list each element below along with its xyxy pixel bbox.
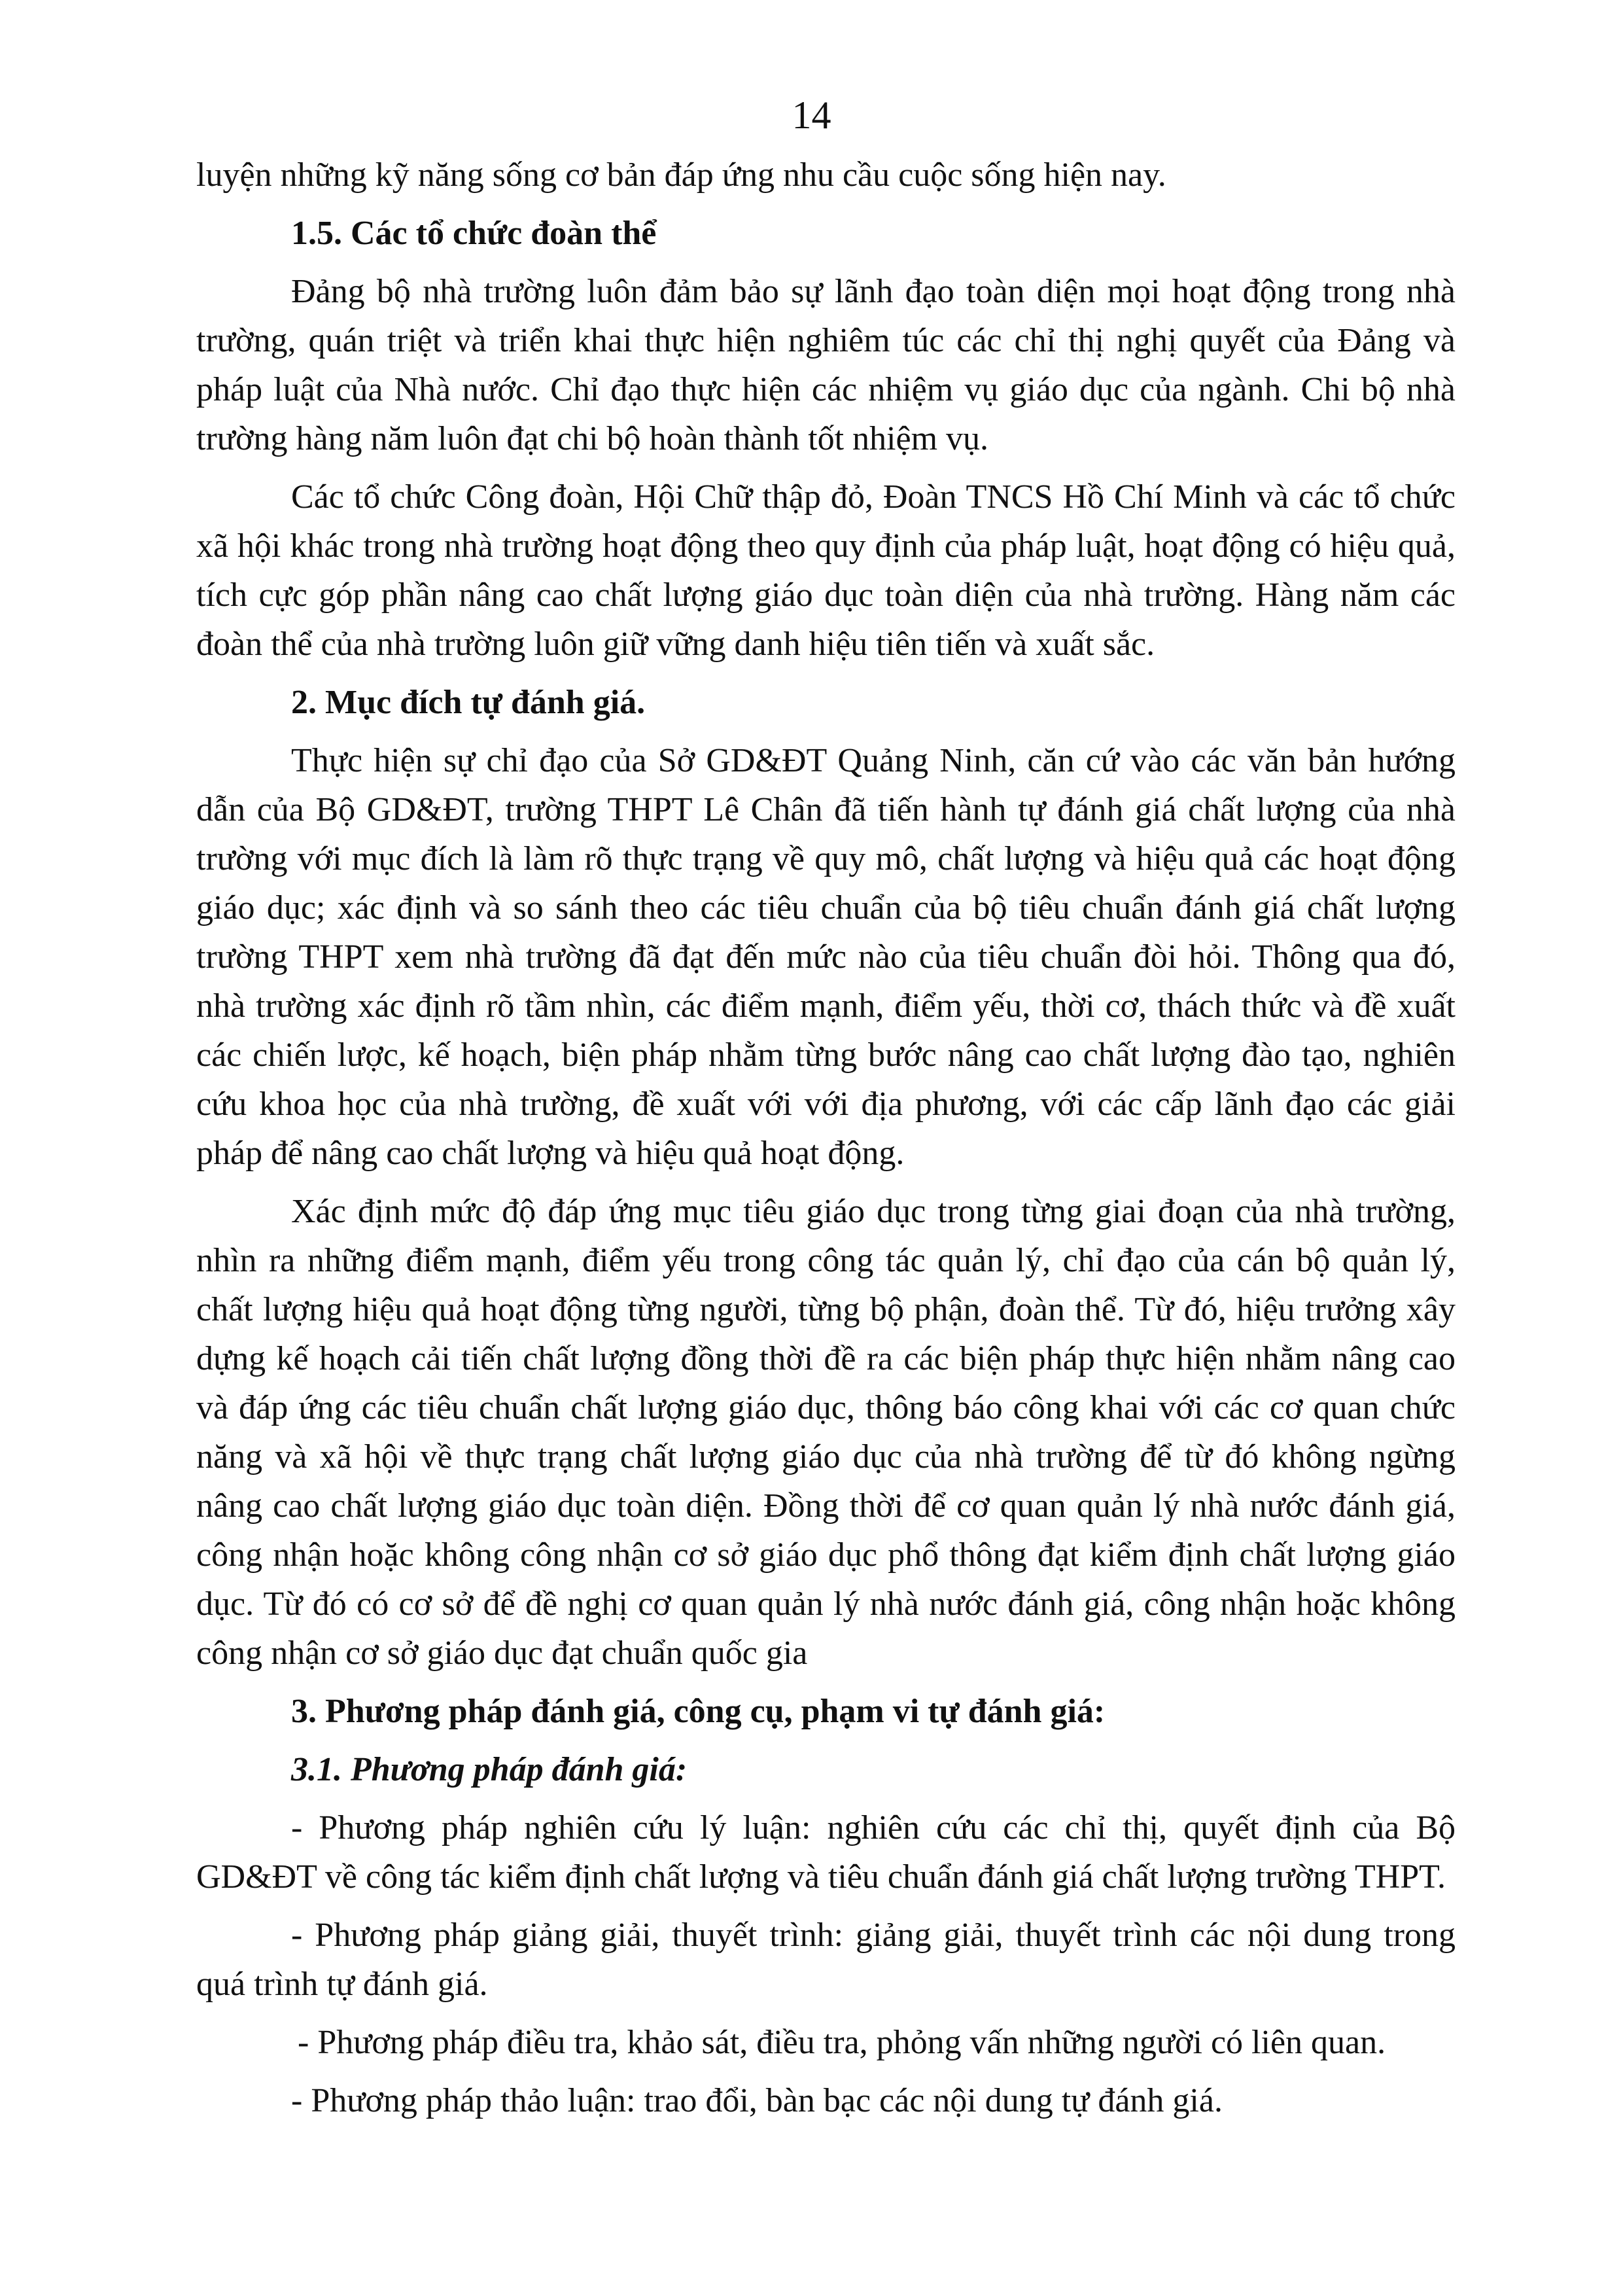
page-number: 14: [792, 94, 831, 137]
method-item-survey: - Phương pháp điều tra, khảo sát, điều tra, phỏng vấn những người có liên quan.: [298, 2024, 1386, 2061]
method-item-theory: - Phương pháp nghiên cứu lý luận: nghiên cứu các chỉ thị, quyết định của Bộ GD&ĐT về công tác kiểm định chất lượng và tiêu chuẩn đánh giá chất lượng trường THPT.: [196, 1809, 1456, 1896]
paragraph-purpose: Thực hiện sự chỉ đạo của Sở GD&ĐT Quảng Ninh, căn cứ vào các văn bản hướng dẫn của Bộ GD&ĐT, trường THPT Lê Chân đã tiến hành tự đánh giá chất lượng của nhà trường với mục đích là làm rõ thực trạng về quy mô, chất lượng và hiệu quả các hoạt động giáo dục; xác định và so sánh theo các tiêu chuẩn của bộ tiêu chuẩn đánh giá chất lượng trường THPT xem nhà trường đã đạt đến mức nào của tiêu chuẩn đòi hỏi. Thông qua đó, nhà trường xác định rõ tầm nhìn, các điểm mạnh, điểm yếu, thời cơ, thách thức và đề xuất các chiến lược, kế hoạch, biện pháp nhằm từng bước nâng cao chất lượng đào tạo, nghiên cứu khoa học của nhà trường, đề xuất với với địa phương, với các cấp lãnh đạo các giải pháp để nâng cao chất lượng và hiệu quả hoạt động.: [196, 742, 1456, 1172]
paragraph-continuation: luyện những kỹ năng sống cơ bản đáp ứng nhu cầu cuộc sống hiện nay.: [196, 156, 1166, 194]
paragraph-determine-level: Xác định mức độ đáp ứng mục tiêu giáo dục trong từng giai đoạn của nhà trường, nhìn ra những điểm mạnh, điểm yếu trong công tác quản lý, chỉ đạo của cán bộ quản lý, chất lượng hiệu quả hoạt động từng người, từng bộ phận, đoàn thể. Từ đó, hiệu trưởng xây dựng kế hoạch cải tiến chất lượng đồng thời đề ra các biện pháp thực hiện nhằm nâng cao và đáp ứng các tiêu chuẩn chất lượng giáo dục, thông báo công khai với các cơ quan chức năng và xã hội về thực trạng chất lượng giáo dục của nhà trường để từ đó không ngừng nâng cao chất lượng giáo dục toàn diện. Đồng thời để cơ quan quản lý nhà nước đánh giá, công nhận hoặc không công nhận cơ sở giáo dục phổ thông đạt kiểm định chất lượng giáo dục. Từ đó có cơ sở để đề nghị cơ quan quản lý nhà nước đánh giá, công nhận hoặc không công nhận cơ sở giáo dục đạt chuẩn quốc gia: [196, 1193, 1456, 1672]
paragraph-organizations: Các tổ chức Công đoàn, Hội Chữ thập đỏ, Đoàn TNCS Hồ Chí Minh và các tổ chức xã hội khác trong nhà trường hoạt động theo quy định của pháp luật, hoạt động có hiệu quả, tích cực góp phần nâng cao chất lượng giáo dục toàn diện của nhà trường. Hàng năm các đoàn thể của nhà trường luôn giữ vững danh hiệu tiên tiến và xuất sắc.: [196, 478, 1456, 663]
section-heading-2: 2. Mục đích tự đánh giá.: [291, 684, 646, 721]
section-heading-3-1: 3.1. Phương pháp đánh giá:: [291, 1751, 688, 1788]
section-heading-3: 3. Phương pháp đánh giá, công cụ, phạm vi tự đánh giá:: [291, 1693, 1106, 1730]
method-item-presentation: - Phương pháp giảng giải, thuyết trình: giảng giải, thuyết trình các nội dung trong quá trình tự đánh giá.: [196, 1916, 1456, 2003]
document-body: [196, 150, 1456, 2134]
section-heading-1-5: 1.5. Các tổ chức đoàn thể: [291, 215, 657, 252]
method-item-discussion: - Phương pháp thảo luận: trao đổi, bàn bạc các nội dung tự đánh giá.: [291, 2082, 1223, 2119]
paragraph-party-leadership: Đảng bộ nhà trường luôn đảm bảo sự lãnh đạo toàn diện mọi hoạt động trong nhà trường, quán triệt và triển khai thực hiện nghiêm túc các chỉ thị nghị quyết của Đảng và pháp luật của Nhà nước. Chỉ đạo thực hiện các nhiệm vụ giáo dục của ngành. Chi bộ nhà trường hàng năm luôn đạt chi bộ hoàn thành tốt nhiệm vụ.: [196, 273, 1456, 457]
